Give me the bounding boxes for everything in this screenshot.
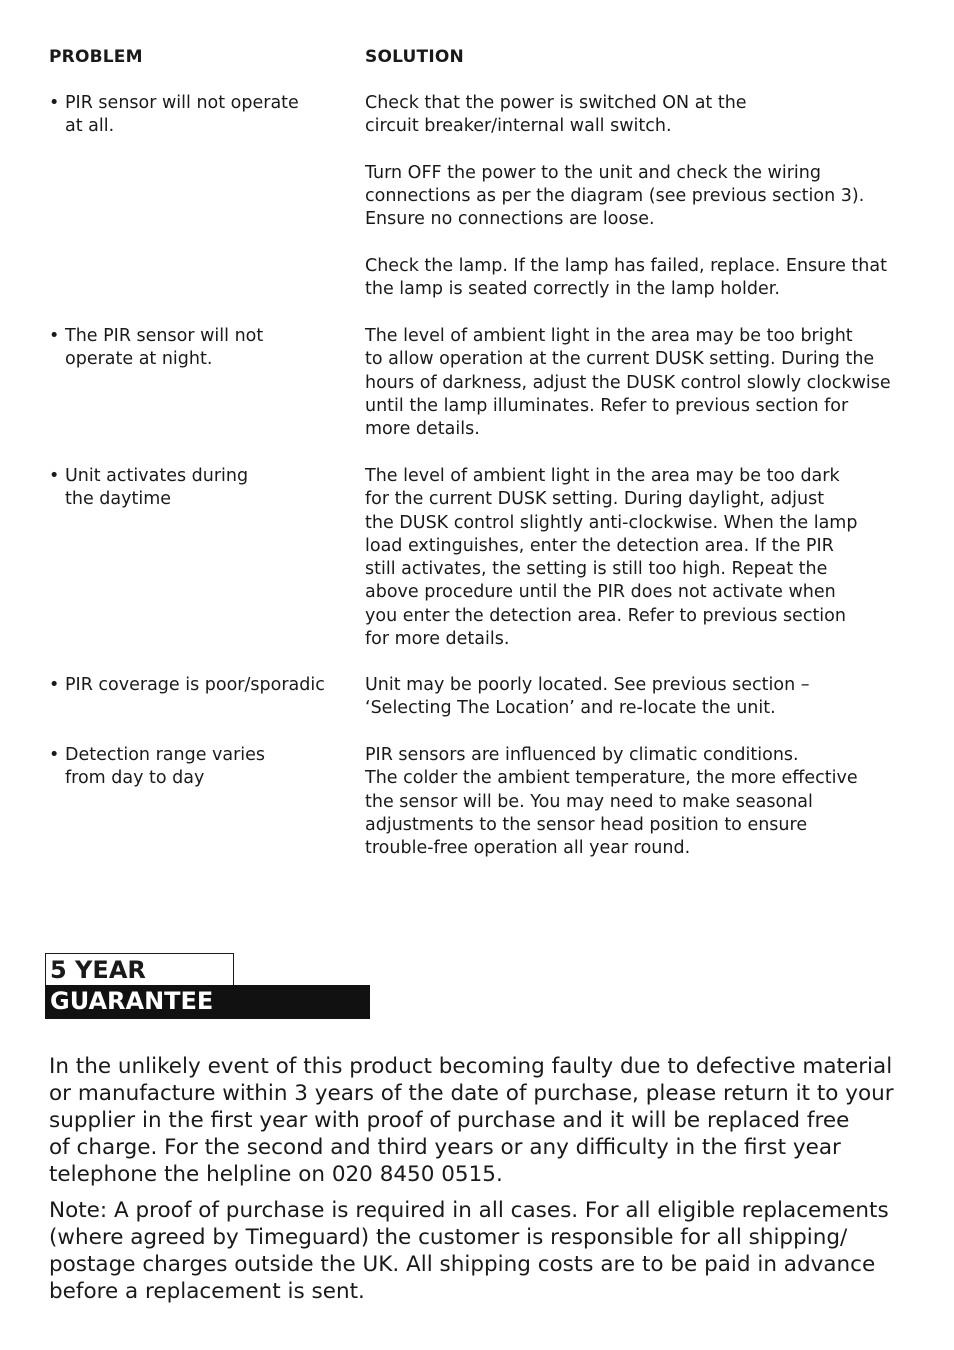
guarantee-heading-line2: GUARANTEE xyxy=(50,987,214,1015)
solution-column-header: SOLUTION xyxy=(365,47,464,67)
solution-item xyxy=(365,744,858,884)
problem-item: • Detection range varies from day to day xyxy=(49,745,266,789)
solution-paragraph: The level of ambient light in the area may be too dark for the current DUSK setting. During daylight, adjust the DUSK control slightly anti-clockwise. When the lamp load extinguishes, enter the detection area. If the PIR still activates, the setting is still too high. Repeat the above procedure until the PIR does not activate when you enter the detection area. Refer to previous section for more details. xyxy=(365,466,858,650)
problem-item: • PIR sensor will not operate at all. xyxy=(49,93,299,137)
solution-item xyxy=(365,465,857,675)
problem-column-header: PROBLEM xyxy=(49,47,143,67)
bullet-icon: • xyxy=(49,675,60,695)
guarantee-heading-bar xyxy=(45,985,370,1019)
problem-item: • Unit activates during the daytime xyxy=(49,466,249,510)
solution-paragraph: Turn OFF the power to the unit and check the wiring connections as per the diagram (see previous section 3). Ensure no connections are loose. xyxy=(365,162,865,230)
guarantee-heading-top xyxy=(45,953,234,985)
bullet-icon: • xyxy=(49,326,60,346)
problem-item: • PIR coverage is poor/sporadic xyxy=(49,674,325,697)
guarantee-note-paragraph: Note: A proof of purchase is required in all cases. For all eligible replacements (where agreed by Timeguard) the customer is responsible for all shipping/ postage charges outside the UK. All shipping costs are to be paid in advance before a replacement is sent. xyxy=(49,1198,889,1304)
bullet-icon: • xyxy=(49,93,60,113)
solution-paragraph: Check that the power is switched ON at the circuit breaker/internal wall switch. xyxy=(365,93,747,137)
guarantee-paragraph: In the unlikely event of this product becoming faulty due to defective material or manufacture within 3 years of the date of purchase, please return it to your supplier in the first year with proof of purchase and it will be replaced free of charge. For the second and third years or any difficulty in the first year telephone the helpline on 020 8450 0515. xyxy=(49,1054,894,1187)
guarantee-heading-line1: 5 YEAR xyxy=(50,956,146,984)
solution-paragraph: The level of ambient light in the area may be too bright to allow operation at the current DUSK setting. During the hours of darkness, adjust the DUSK control slowly clockwise until the lamp illuminates. Refer to previous section for more details. xyxy=(365,326,891,440)
solution-item xyxy=(365,674,810,744)
bullet-icon: • xyxy=(49,466,60,486)
solution-paragraph: Unit may be poorly located. See previous section – ‘Selecting The Location’ and re-locate the unit. xyxy=(365,675,810,719)
solution-item xyxy=(365,92,887,325)
solution-item xyxy=(365,325,891,465)
solution-paragraph: Check the lamp. If the lamp has failed, replace. Ensure that the lamp is seated correctly in the lamp holder. xyxy=(365,256,887,300)
bullet-icon: • xyxy=(49,745,60,765)
problem-item: • The PIR sensor will not operate at night. xyxy=(49,326,264,370)
solution-paragraph: PIR sensors are influenced by climatic conditions. The colder the ambient temperature, the more effective the sensor will be. You may need to make seasonal adjustments to the sensor head position to ensure trouble-free operation all year round. xyxy=(365,745,858,859)
